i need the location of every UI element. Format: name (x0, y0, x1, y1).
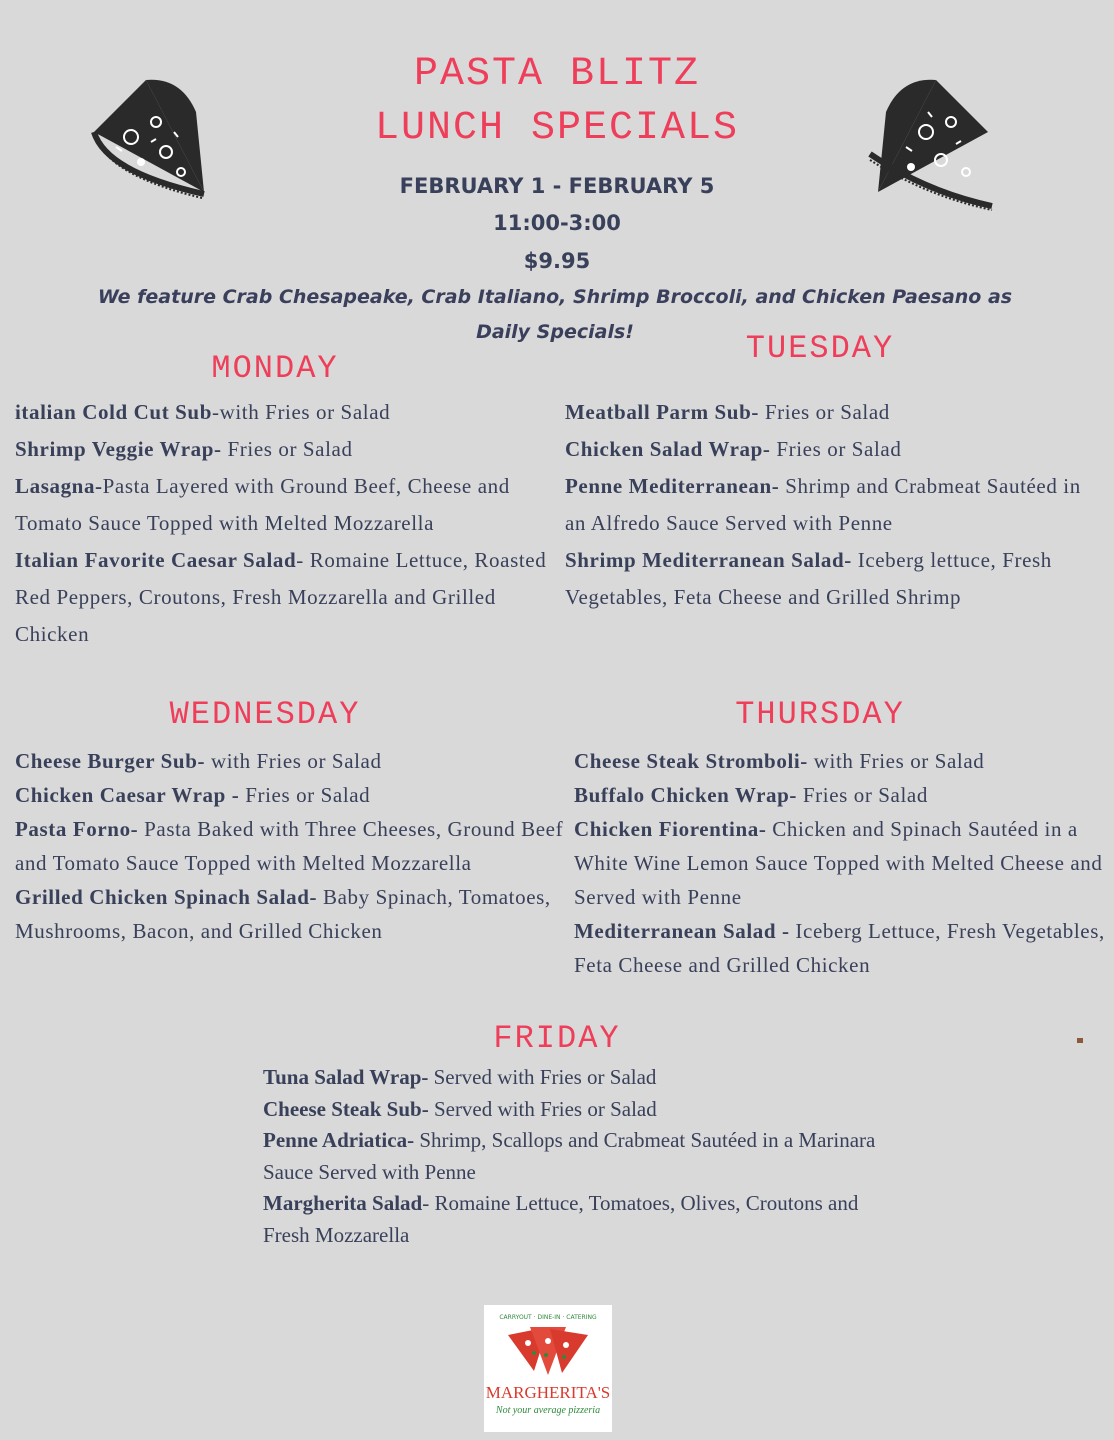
item-name: Buffalo Chicken Wrap- (574, 783, 798, 807)
menu-item (263, 1094, 893, 1126)
item-desc: Chicken and Spinach Sautéed in a White Wine Lemon Sauce Topped with Melted Cheese and Served with Penne (574, 817, 1103, 909)
menu-item (15, 778, 575, 812)
menu-item (565, 394, 1105, 431)
item-desc: - Romaine Lettuce, Roasted Red Peppers, Croutons, Fresh Mozzarella and Grilled Chicken (15, 548, 547, 646)
item-desc: Served with Fries or Salad (428, 1065, 657, 1089)
menu-friday (263, 1062, 893, 1251)
menu-item (15, 744, 575, 778)
item-desc: Iceberg Lettuce, Fresh Vegetables, Feta Cheese and Grilled Chicken (574, 919, 1105, 977)
item-name: Cheese Steak Sub- (263, 1096, 429, 1121)
day-heading-friday: FRIDAY (493, 1020, 621, 1057)
item-desc: - Romaine Lettuce, Tomatoes, Olives, Croutons and Fresh Mozzarella (263, 1191, 859, 1247)
item-name: Shrimp Veggie Wrap- (15, 437, 222, 461)
item-name: Grilled Chicken Spinach Salad- (15, 885, 318, 909)
hours: 11:00-3:00 (493, 211, 621, 235)
menu-item (565, 431, 1105, 468)
day-heading-monday: MONDAY (211, 350, 339, 387)
item-name: Mediterranean Salad - (574, 919, 790, 943)
feature-line-2: Daily Specials! (476, 321, 634, 343)
menu-item (15, 431, 555, 468)
item-desc: with Fries or Salad (205, 749, 382, 773)
item-desc: Pasta Layered with Ground Beef, Cheese and Tomato Sauce Topped with Melted Mozzarella (15, 474, 510, 535)
margheritas-logo (484, 1305, 612, 1432)
item-name: Cheese Burger Sub- (15, 749, 206, 773)
item-name: Italian Favorite Caesar Salad (15, 548, 297, 572)
item-name: italian Cold Cut Sub (15, 400, 212, 424)
menu-item (565, 542, 1105, 616)
menu-item (15, 394, 555, 431)
item-desc: Baby Spinach, Tomatoes, Mushrooms, Bacon, and Grilled Chicken (15, 885, 551, 943)
item-name: Tuna Salad Wrap- (263, 1065, 429, 1089)
logo-tagline: Not your average pizzeria (495, 1405, 601, 1416)
title-line-1: PASTA BLITZ (413, 52, 701, 97)
menu-item (263, 1125, 893, 1188)
item-name: Lasagna- (15, 474, 103, 498)
item-desc: Fries or Salad (797, 783, 928, 807)
item-desc: with Fries or Salad (807, 749, 985, 773)
menu-item (15, 812, 575, 880)
price: $9.95 (523, 249, 591, 273)
item-name: Pasta Forno- (15, 817, 139, 841)
menu-item (574, 744, 1110, 778)
item-desc: Fries or Salad (221, 437, 353, 461)
item-desc: Pasta Baked with Three Cheeses, Ground Beef and Tomato Sauce Topped with Melted Mozzarella (15, 817, 564, 875)
decorative-mark (1077, 1038, 1083, 1043)
item-desc: Fries or Salad (758, 400, 890, 424)
date-range: FEBRUARY 1 - FEBRUARY 5 (399, 174, 715, 198)
menu-tuesday (565, 394, 1105, 616)
item-name: Shrimp Mediterranean Salad- (565, 548, 852, 572)
menu-item (15, 468, 555, 542)
item-desc: Served with Fries or Salad (428, 1096, 657, 1121)
menu-item (565, 468, 1105, 542)
menu-wednesday (15, 744, 575, 948)
item-name: Penne Mediterranean- (565, 474, 780, 498)
item-name: Margherita Salad (263, 1191, 423, 1215)
item-name: Chicken Fiorentina- (574, 817, 767, 841)
item-name: Meatball Parm Sub- (565, 400, 759, 424)
item-desc: Fries or Salad (770, 437, 902, 461)
day-heading-wednesday: WEDNESDAY (169, 696, 361, 733)
item-desc: Shrimp, Scallops and Crabmeat Sautéed in a Marinara Sauce Served with Penne (263, 1128, 876, 1184)
menu-item (574, 914, 1110, 982)
item-name: Chicken Caesar Wrap - (15, 783, 240, 807)
day-heading-tuesday: TUESDAY (745, 330, 895, 367)
item-desc: Fries or Salad (239, 783, 371, 807)
menu-item (15, 880, 575, 948)
menu-item (574, 812, 1110, 914)
pizza-logo-icon (484, 1305, 612, 1385)
logo-name: MARGHERITA'S (485, 1383, 611, 1402)
menu-item (15, 542, 555, 653)
title-line-2: LUNCH SPECIALS (374, 106, 740, 151)
menu-item (263, 1188, 893, 1251)
item-desc: Iceberg lettuce, Fresh Vegetables, Feta Cheese and Grilled Shrimp (565, 548, 1052, 609)
item-name: Cheese Steak Stromboli- (574, 749, 808, 773)
menu-item (263, 1062, 893, 1094)
item-desc: -with Fries or Salad (211, 400, 391, 424)
item-name: Penne Adriatica- (263, 1128, 415, 1152)
menu-thursday (574, 744, 1110, 982)
menu-item (574, 778, 1110, 812)
feature-line-1: We feature Crab Chesapeake, Crab Italiano, Shrimp Broccoli, and Chicken Paesano as (97, 286, 1013, 308)
item-desc: Shrimp and Crabmeat Sautéed in an Alfredo Sauce Served with Penne (565, 474, 1081, 535)
day-heading-thursday: THURSDAY (735, 696, 905, 733)
logo-arc-text: CARRYOUT · DINE-IN · CATERING (499, 1314, 597, 1321)
item-name: Chicken Salad Wrap- (565, 437, 771, 461)
menu-monday (15, 394, 555, 653)
